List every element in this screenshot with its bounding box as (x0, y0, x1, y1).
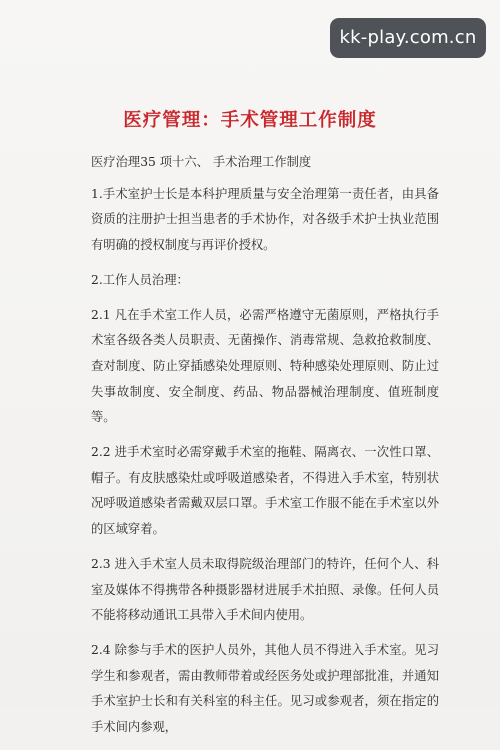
paragraph-1: 1.手术室护士长是本科护理质量与安全治理第一责任者，由具备资质的注册护士担当患者的手术协作，对各级手术护士执业范围有明确的授权制度与再评价授权。 (91, 186, 439, 253)
paragraph-2-3: 2.3 进入手术室人员未取得院级治理部门的特许，任何个人、科室及媒体不得携带各种摄影器材进展手术拍照、录像。任何人员不能将移动通讯工具带入手术间内使用。 (91, 556, 439, 623)
section-heading: 医疗治理35 项十六、 手术治理工作制度 (91, 155, 312, 169)
paragraph-2: 2.工作人员治理： (91, 272, 189, 287)
paragraph-2-1: 2.1 凡在手术室工作人员，必需严格遵守无菌原则，严格执行手术室各级各类人员职责、无菌操作、消毒常规、急救抢救制度、查对制度、防止穿插感染处理原则、特种感染处理原则、防止过失事故制度、安全制度、药品、物品器械治理制度、值班制度等。 (91, 307, 439, 425)
paragraph-2-2: 2.2 进手术室时必需穿戴手术室的拖鞋、隔离衣、一次性口罩、帽子。有皮肤感染灶或呼吸道感染者，不得进入手术室，特别状况呼吸道感染者需戴双层口罩。手术室工作服不能在手术室以外的区域穿着。 (91, 445, 439, 537)
site-watermark: kk-play.com.cn (330, 18, 486, 58)
document-title: 医疗管理：手术管理工作制度 (123, 110, 377, 131)
paragraph-2-4: 2.4 除参与手术的医护人员外，其他人员不得进入手术室。见习学生和参观者，需由教师带着或经医务处或护理部批准，并通知手术室护士长和有关科室的科主任。见习或参观者，须在指定的手术间内参观， (91, 642, 439, 735)
document-body (91, 150, 439, 750)
